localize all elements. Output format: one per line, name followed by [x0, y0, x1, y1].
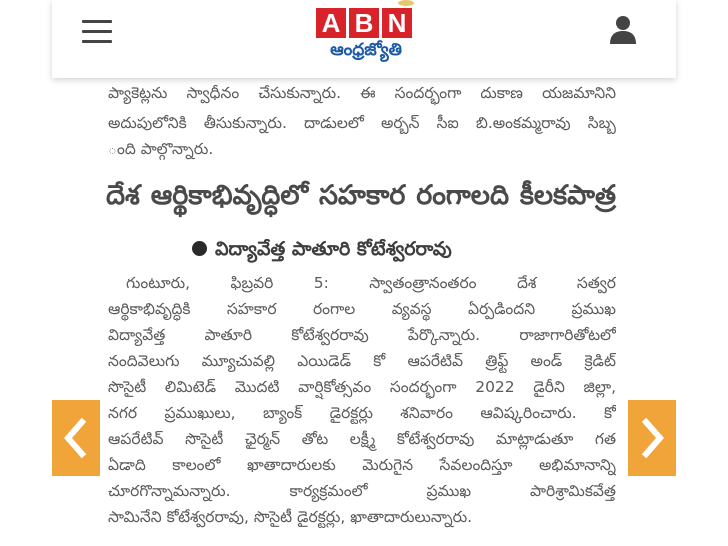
prev-story-line: అదుపులోనికి తీసుకున్నారు. దాడులలో అర్బన్ సీఐ బి.అంకమ్మరావు సిబ్బ [108, 114, 616, 132]
article-byline [192, 234, 452, 264]
body-line: సొసైటీ లిమిటెడ్ మొదటి వార్షికోత్సవం సందర్భంగా 2022 డైరీని జిల్లా, [108, 378, 616, 396]
abn-andhrajyothy-logo[interactable] [314, 0, 418, 70]
body-line: ఆర్థికాభివృద్ధికి సహకార రంగాల వ్యవస్థ ఏర్పడిందని ప్రముఖ [108, 300, 616, 318]
article-headline: దేశ ఆర్థికాభివృద్ధిలో సహకార రంగాలది కీలకపాత్ర [106, 180, 616, 211]
chevron-left-icon [52, 400, 100, 476]
user-profile-icon[interactable] [608, 14, 638, 46]
article-clipping [100, 78, 626, 546]
body-line: సామినేని కోటేశ్వరరావు, సొసైటీ డైరక్టర్లు, ఖాతాదారులున్నారు. [108, 508, 473, 526]
body-line: నగర ప్రముఖులు, బ్యాంక్ డైరక్టర్లు శనివారం ఆవిష్కరించారు. కో [108, 404, 616, 422]
next-article-button[interactable] [628, 400, 676, 476]
logo-swoosh-icon [398, 0, 414, 6]
hamburger-menu-icon[interactable] [80, 16, 114, 46]
body-line: నందివెలుగు మ్యూచువల్లి ఎయిడెడ్ కో ఆపరేటివ్ త్రిఫ్ట్ అండ్ క్రెడిట్ [108, 352, 616, 370]
logo-letter: A [316, 8, 346, 38]
bullet-icon [192, 241, 207, 256]
body-line: చూరగొన్నామన్నారు. కార్యక్రమంలో ప్రముఖ పారిశ్రామికవేత్త [108, 482, 616, 500]
logo-letter: B [349, 8, 379, 38]
previous-article-button[interactable] [52, 400, 100, 476]
body-line: విద్యావేత్త పాతూరి కోటేశ్వరరావు పేర్కొన్నారు. రాజాగారితోటలో [108, 326, 616, 344]
body-line: ఏడాది కాలంలో ఖాతాదారులకు మెరుగైన సేవలందిస్తూ అభిమానాన్ని [108, 456, 616, 474]
logo-letter: N [382, 8, 412, 38]
prev-story-line: ంది పాల్గొన్నారు. [108, 140, 214, 158]
byline-text: విద్యావేత్త పాతూరి కోటేశ్వరరావు [215, 238, 452, 260]
prev-story-line: ప్యాకెట్లను స్వాధీనం చేసుకున్నారు. ఈ సందర్భంగా దుకాణ యజమానిని [108, 84, 616, 102]
logo-letters [316, 8, 412, 38]
body-line: ఆపరేటివ్ సొసైటీ ఛైర్మన్ తోట లక్ష్మీ కోటేశ్వరరావు మాట్లాడుతూ గత [108, 430, 616, 448]
body-line: గుంటూరు, ఫిబ్రవరి 5: స్వాతంత్రానంతరం దేశ సత్వర [126, 274, 616, 292]
chevron-right-icon [628, 400, 676, 476]
logo-subtitle: ఆంధ్రజ్యోతి [330, 40, 402, 60]
top-header [52, 0, 676, 78]
